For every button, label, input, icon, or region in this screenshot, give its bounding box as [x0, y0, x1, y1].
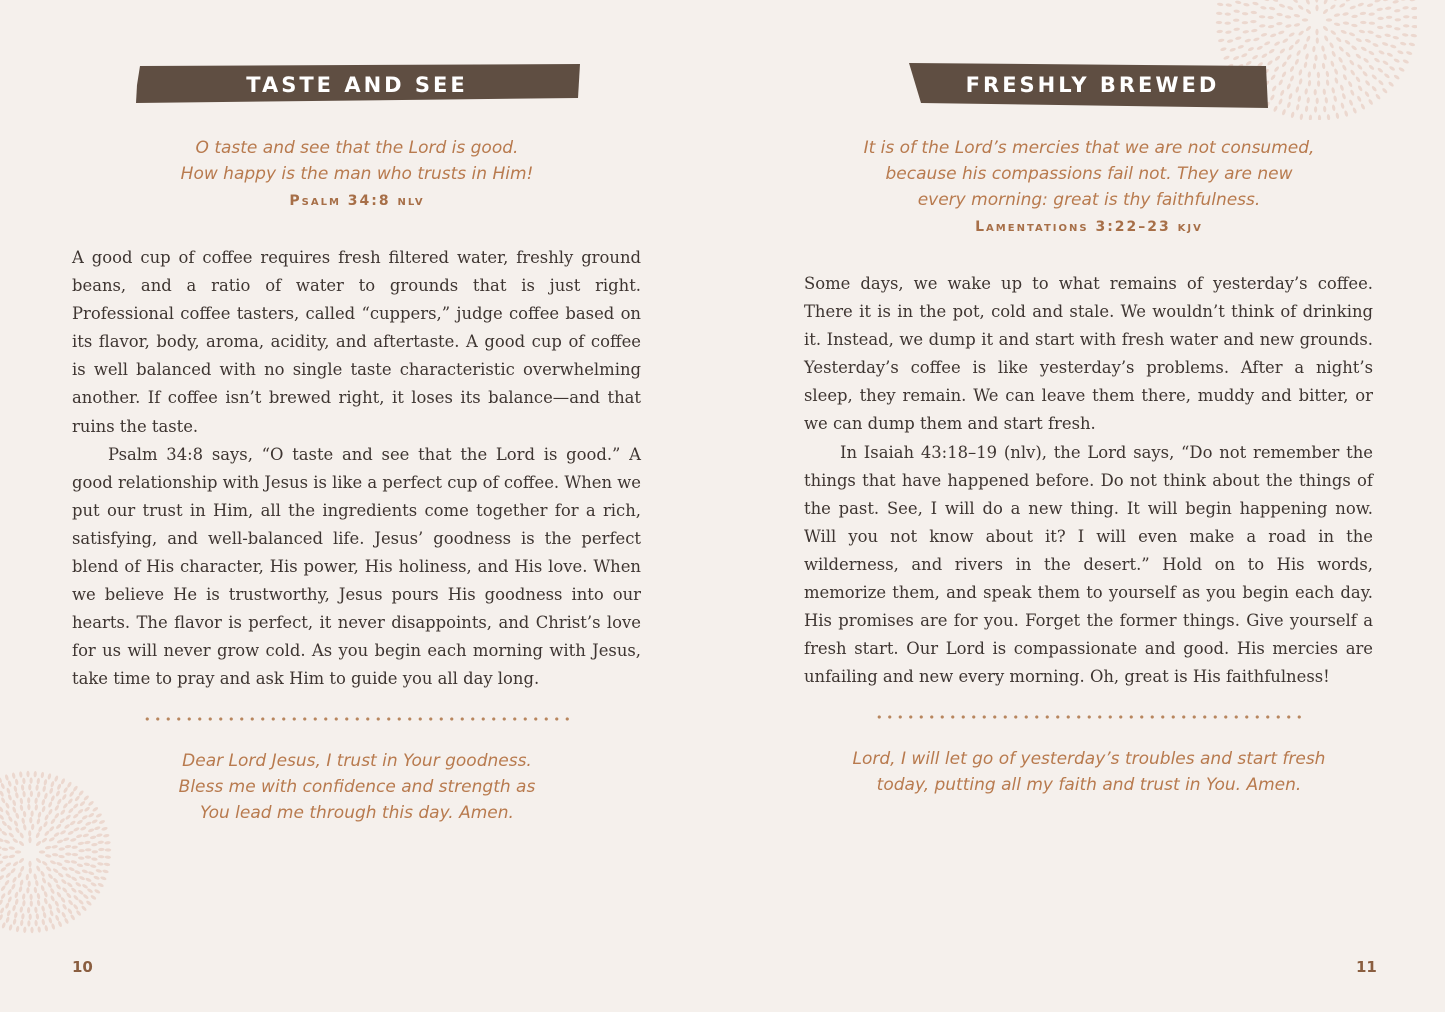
devotional-body — [804, 270, 1373, 691]
paragraph: Some days, we wake up to what remains of yesterday’s coffee. There it is in the pot, cold and stale. We wouldn’t think of drinking it. Instead, we dump it and start with fresh water and new grounds. Yesterday’s coffee is like yesterday’s problems. After a night’s sleep, they remain. We can leave them there, muddy and bitter, or we can dump them and start fresh. — [804, 274, 1373, 434]
page-number: 11 — [1356, 958, 1377, 976]
prayer-line: Dear Lord Jesus, I trust in Your goodness. — [182, 751, 532, 771]
verse-line: every morning: great is thy faithfulness. — [917, 190, 1261, 210]
prayer-line: today, putting all my faith and trust in You. Amen. — [876, 775, 1302, 795]
prayer-line: Lord, I will let go of yesterday’s troubles and start fresh — [852, 749, 1326, 769]
paragraph: A good cup of coffee requires fresh filtered water, freshly ground beans, and a ratio of water to grounds that is just right. Professional coffee tasters, called “cuppers,” judge coffee based on its flavor, body, aroma, acidity, and aftertaste. A good cup of coffee is well balanced with no single taste characteristic overwhelming another. If coffee isn’t brewed right, it loses its balance—and that ruins the taste. — [72, 248, 641, 436]
left-title-banner — [134, 63, 580, 103]
scripture-verse — [804, 135, 1374, 240]
left-page — [0, 0, 722, 1012]
verse-line: O taste and see that the Lord is good. — [195, 138, 519, 158]
prayer-line: You lead me through this day. Amen. — [200, 803, 514, 823]
verse-line: It is of the Lord’s mercies that we are not consumed, — [863, 138, 1315, 158]
page-title: TASTE AND SEE — [246, 73, 468, 97]
dotted-divider — [874, 715, 1304, 719]
right-title-banner — [909, 63, 1268, 103]
verse-reference: Lamentations 3:22–23 kjv — [975, 219, 1203, 235]
verse-line: because his compassions fail not. They are new — [885, 164, 1293, 184]
paragraph: In Isaiah 43:18–19 (nlv), the Lord says, “Do not remember the things that have happened before. Do not think about the things of the past. See, I will do a new thing. It will begin happening now. Will you not know about it? I will even make a road in the wilderness, and rivers in the desert.” Hold on to His words, memorize them, and speak them to yourself as you begin each day. His promises are for you. Forget the former things. Give yourself a fresh start. Our Lord is compassionate and good. His mercies are unfailing and new every morning. Oh, great is His faithfulness! — [804, 442, 1373, 687]
dotted-divider — [142, 717, 572, 721]
page-number: 10 — [72, 958, 93, 976]
prayer-line: Bless me with confidence and strength as — [178, 777, 536, 797]
prayer — [804, 746, 1374, 798]
scripture-verse — [72, 135, 642, 214]
prayer — [72, 748, 642, 826]
paragraph: Psalm 34:8 says, “O taste and see that the Lord is good.” A good relationship with Jesus is like a perfect cup of coffee. When we put our trust in Him, all the ingredients come together for a rich, satisfying, and well-balanced life. Jesus’ goodness is the perfect blend of His character, His power, His holiness, and His love. When we believe He is trustworthy, Jesus pours His goodness into our hearts. The flavor is perfect, it never disappoints, and Christ’s love for us will never grow cold. As you begin each morning with Jesus, take time to pray and ask Him to guide you all day long. — [72, 444, 641, 689]
right-page — [723, 0, 1445, 1012]
page-title: FRESHLY BREWED — [965, 73, 1220, 97]
devotional-body — [72, 244, 641, 694]
verse-reference: Psalm 34:8 nlv — [289, 193, 425, 209]
verse-line: How happy is the man who trusts in Him! — [180, 164, 534, 184]
